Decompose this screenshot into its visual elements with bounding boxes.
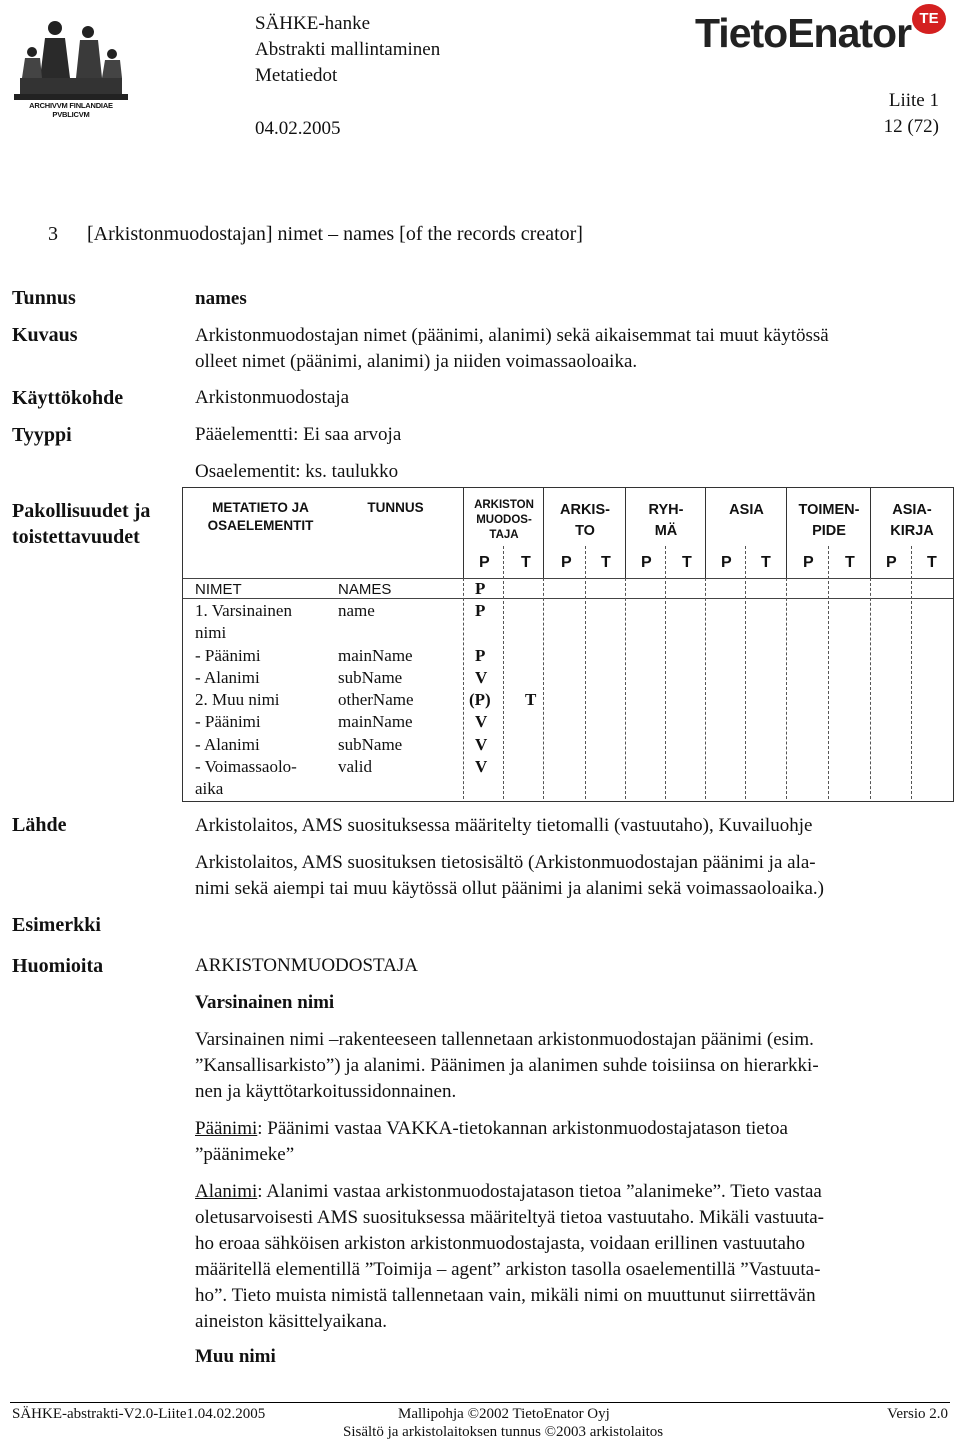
requirements-table bbox=[182, 487, 954, 802]
table-row-name: 1. Varsinainen bbox=[195, 601, 292, 620]
label-pakollisuudet-2: toistettavuudet bbox=[12, 526, 140, 548]
th-amu-3: TAJA bbox=[489, 529, 519, 541]
table-row-name: - Päänimi bbox=[195, 712, 261, 731]
footer-rule bbox=[10, 1402, 950, 1403]
value-lahde-3: nimi sekä aiempi tai muu käytössä ollut päänimi ja alanimi sekä voimassaoloaika.) bbox=[195, 878, 824, 899]
label-tunnus: Tunnus bbox=[12, 287, 76, 309]
notes-p3-line: oletusarvoisesti AMS suosituksessa määriteltyä tietoa vastuutaho. Mikäli vastuuta- bbox=[195, 1207, 825, 1228]
value-lahde-2: Arkistolaitos, AMS suosituksen tietosisältö (Arkistonmuodostajan päänimi ja ala- bbox=[195, 852, 816, 873]
notes-p1-line: Varsinainen nimi –rakenteeseen tallennetaan arkistonmuodostajan päänimi (esim. bbox=[195, 1029, 814, 1050]
value-kayttokohde: Arkistonmuodostaja bbox=[195, 387, 350, 408]
table-row-name: - Päänimi bbox=[195, 646, 261, 665]
th-tunnus: TUNNUS bbox=[367, 500, 424, 515]
th-arkisto-1: ARKIS- bbox=[560, 502, 610, 518]
tietoenator-badge: TE bbox=[912, 4, 946, 34]
th-meta bbox=[183, 497, 338, 536]
th-arkisto bbox=[545, 500, 625, 542]
pt-label: T bbox=[601, 554, 611, 571]
table-row-code: subName bbox=[338, 668, 403, 687]
table-row-code: mainName bbox=[338, 646, 413, 665]
th-ryhma-1: RYH- bbox=[648, 502, 684, 518]
pt-label: T bbox=[927, 554, 937, 571]
th-asiakirja-1: ASIA- bbox=[892, 502, 932, 518]
notes-p2-text: : Päänimi vastaa VAKKA-tietokannan arkistonmuodostajatason tietoa bbox=[257, 1118, 788, 1139]
table-row-p: (P) bbox=[469, 690, 491, 709]
pt-label: P bbox=[561, 554, 572, 571]
notes-heading: ARKISTONMUODOSTAJA bbox=[195, 955, 418, 976]
th-amu-2: MUODOS- bbox=[476, 514, 532, 526]
notes-p3-line: aineiston käsittelyaikana. bbox=[195, 1311, 388, 1332]
table-row-p: V bbox=[475, 735, 488, 754]
table-row-p: P bbox=[475, 646, 486, 665]
table-row-p: V bbox=[475, 757, 488, 776]
th-arkisto-2: TO bbox=[575, 523, 595, 539]
header-subtitle: Abstrakti mallintaminen bbox=[255, 39, 441, 60]
notes-p3-text: : Alanimi vastaa arkistonmuodostajatason tietoa ”alanimeke”. Tieto vastaa bbox=[257, 1181, 822, 1202]
th-toimenpide-2: PIDE bbox=[812, 523, 846, 539]
label-kuvaus: Kuvaus bbox=[12, 324, 78, 346]
th-asiakirja bbox=[872, 500, 952, 542]
pt-label: P bbox=[641, 554, 652, 571]
th-meta-1: METATIETO JA bbox=[212, 500, 309, 515]
archive-logo bbox=[10, 8, 132, 119]
pt-label: T bbox=[682, 554, 692, 571]
label-lahde: Lähde bbox=[12, 814, 67, 836]
label-esimerkki: Esimerkki bbox=[12, 914, 101, 936]
table-row-p: V bbox=[475, 712, 488, 731]
th-asiakirja-2: KIRJA bbox=[890, 523, 934, 539]
table-row-name: 2. Muu nimi bbox=[195, 690, 280, 709]
header-date: 04.02.2005 bbox=[255, 118, 341, 139]
table-row-code: mainName bbox=[338, 712, 413, 731]
th-ryhma-2: MÄ bbox=[654, 523, 678, 539]
th-amu-1: ARKISTON bbox=[474, 499, 534, 511]
header-project: SÄHKE-hanke bbox=[255, 13, 371, 34]
th-asia-1: ASIA bbox=[729, 502, 764, 518]
tietoenator-logo: TietoEnator bbox=[695, 10, 912, 56]
term-paanimi: Päänimi bbox=[195, 1118, 258, 1139]
notes-p2-line: ”päänimeke” bbox=[195, 1144, 295, 1165]
th-ryhma bbox=[627, 500, 705, 542]
table-row-name-2: nimi bbox=[195, 623, 227, 642]
table-row-name: - Alanimi bbox=[195, 668, 260, 687]
label-kayttokohde: Käyttökohde bbox=[12, 387, 124, 409]
value-kuvaus: Arkistonmuodostajan nimet (päänimi, alanimi) sekä aikaisemmat tai muut käytössä bbox=[195, 325, 829, 346]
value-kuvaus-2: olleet nimet (päänimi, alanimi) ja niiden voimassaoloaika. bbox=[195, 351, 638, 372]
notes-p3-line: määritellä elementillä ”Toimija – agent” arkiston tasolla osaelementillä ”Vastuuta- bbox=[195, 1259, 821, 1280]
pt-label: T bbox=[845, 554, 855, 571]
notes-p1-line: ”Kansallisarkisto”) ja alanimi. Päänimen ja alanimen suhde toisiinsa on hierarkki- bbox=[195, 1055, 819, 1076]
table-row-p: P bbox=[475, 579, 486, 598]
pt-label: T bbox=[761, 554, 771, 571]
table-header-bar bbox=[183, 578, 953, 599]
label-huomioita: Huomioita bbox=[12, 955, 104, 977]
table-row-name-2: aika bbox=[195, 779, 224, 798]
th-arkistonmuodostaja bbox=[465, 498, 543, 543]
notes-paragraph-2 bbox=[195, 1116, 940, 1168]
value-lahde: Arkistolaitos, AMS suosituksessa määritelty tietomalli (vastuutaho), Kuvailuohje bbox=[195, 815, 813, 836]
th-meta-2: OSAELEMENTIT bbox=[207, 518, 314, 533]
attachment-label: Liite 1 bbox=[888, 90, 939, 111]
footer-content: Sisältö ja arkistolaitoksen tunnus ©2003 arkistolaitos bbox=[343, 1424, 664, 1440]
header-topic: Metatiedot bbox=[255, 65, 338, 86]
table-row-t: T bbox=[525, 690, 537, 709]
footer-version: Versio 2.0 bbox=[887, 1406, 948, 1422]
footer-doc: SÄHKE-abstrakti-V2.0-Liite1.04.02.2005 bbox=[12, 1406, 266, 1422]
pt-label: P bbox=[803, 554, 814, 571]
table-row-name: NIMET bbox=[195, 581, 242, 598]
label-tyyppi: Tyyppi bbox=[12, 424, 72, 446]
table-row-code: subName bbox=[338, 735, 403, 754]
term-alanimi: Alanimi bbox=[195, 1181, 258, 1202]
notes-paragraph-1 bbox=[195, 1027, 940, 1105]
table-row-name: - Voimassaolo- bbox=[195, 757, 297, 776]
th-toimenpide bbox=[788, 500, 870, 542]
notes-subheading: Varsinainen nimi bbox=[195, 992, 335, 1013]
notes-p1-line: nen ja käyttötarkoitussidonnainen. bbox=[195, 1081, 457, 1102]
pt-label: P bbox=[721, 554, 732, 571]
section-title: [Arkistonmuodostajan] nimet – names [of the records creator] bbox=[87, 223, 583, 245]
table-row-code: otherName bbox=[338, 690, 414, 709]
table-row-code: name bbox=[338, 601, 375, 620]
table-row-p: V bbox=[475, 668, 488, 687]
table-row-code: valid bbox=[338, 757, 372, 776]
notes-p3-line: ho”. Tieto muista nimistä tallennetaan vain, mikäli nimi on muuttunut siirrettävän bbox=[195, 1285, 816, 1306]
notes-paragraph-3 bbox=[195, 1179, 940, 1335]
value-tunnus: names bbox=[195, 288, 247, 309]
notes-p3-line: ho eroaa sähköisen arkiston arkistonmuodostajasta, voidaan erillinen vastuutaho bbox=[195, 1233, 805, 1254]
table-row-p: P bbox=[475, 601, 486, 620]
section-number: 3 bbox=[48, 223, 58, 245]
value-tyyppi: Pääelementti: Ei saa arvoja bbox=[195, 424, 402, 445]
th-asia bbox=[707, 500, 786, 521]
archive-logo-caption: ARCHIVVM FINLANDIAE PVBLICVM bbox=[29, 101, 113, 119]
table-row-code: NAMES bbox=[338, 581, 392, 598]
footer-template: Mallipohja ©2002 TietoEnator Oyj bbox=[398, 1406, 610, 1422]
table-row-name: - Alanimi bbox=[195, 735, 260, 754]
th-toimenpide-1: TOIMEN- bbox=[798, 502, 860, 518]
pt-label: P bbox=[886, 554, 897, 571]
page-number: 12 (72) bbox=[883, 116, 939, 137]
pt-label: P bbox=[479, 554, 490, 571]
label-pakollisuudet: Pakollisuudet ja bbox=[12, 500, 151, 522]
pt-label: T bbox=[521, 554, 531, 571]
value-tyyppi-2: Osaelementit: ks. taulukko bbox=[195, 461, 399, 482]
notes-heading-muu-nimi: Muu nimi bbox=[195, 1346, 276, 1367]
